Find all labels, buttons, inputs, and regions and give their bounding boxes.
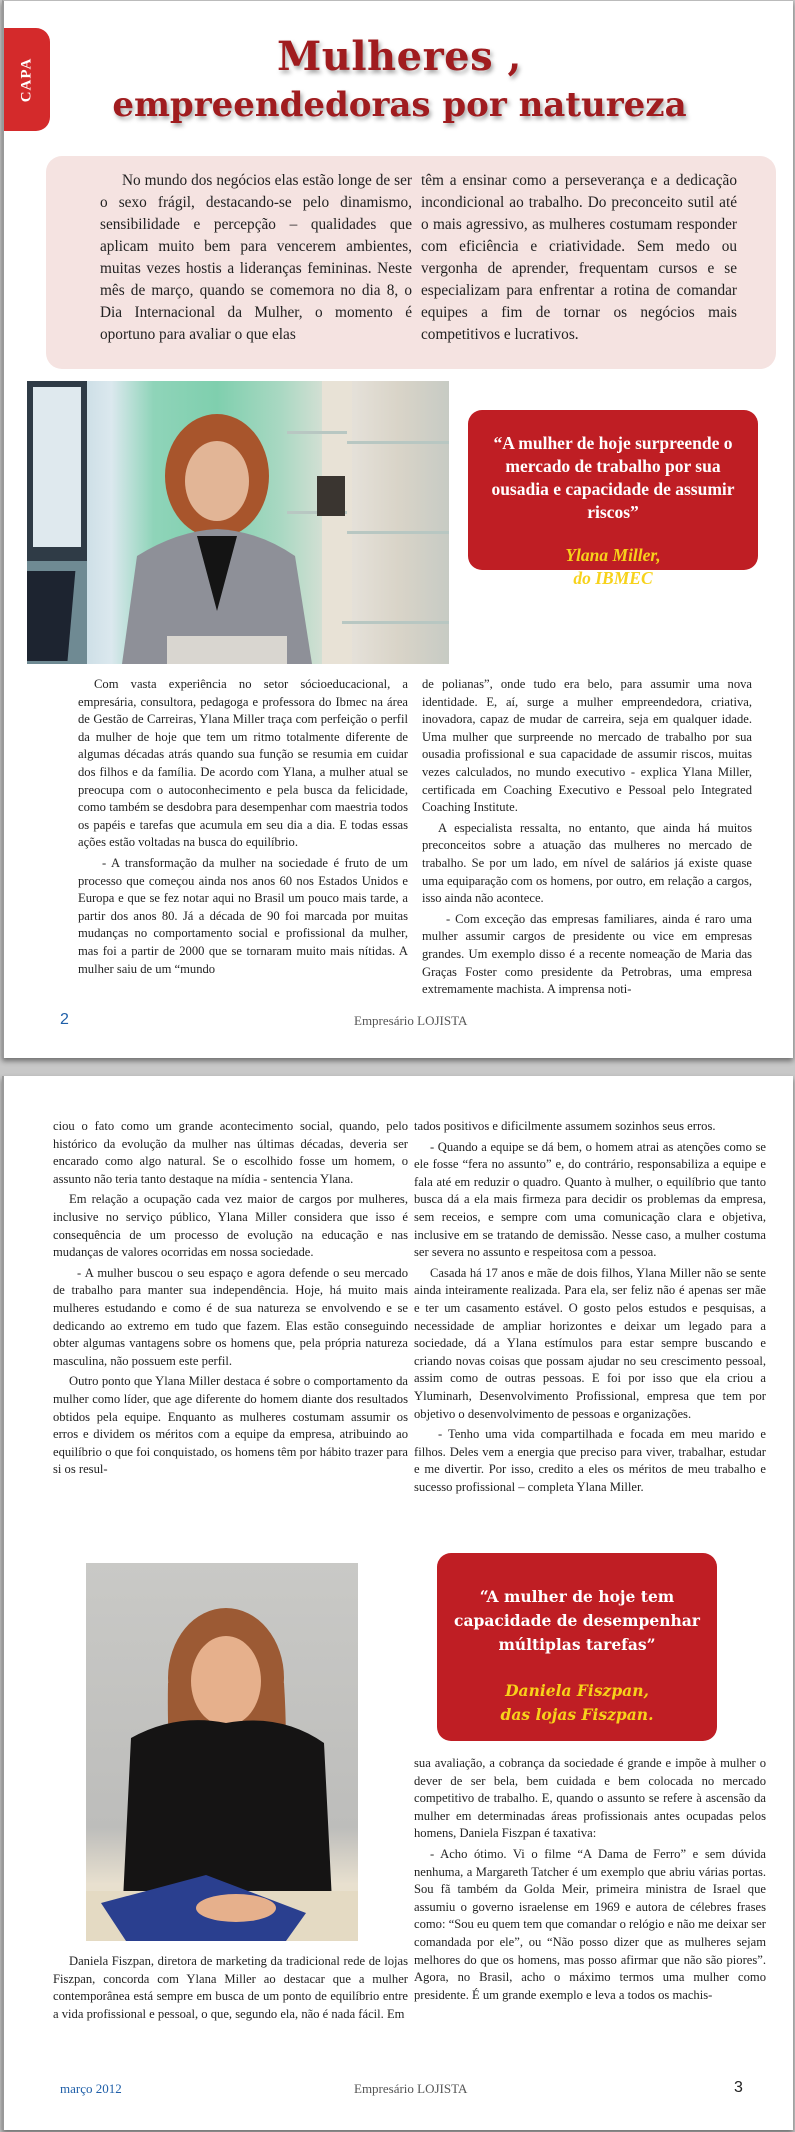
paragraph: - Acho ótimo. Vi o filme “A Dama de Ferro” e sem dúvida nenhuma, a Margareth Tatcher é um exemplo que abriu várias portas. Sou fã também da Golda Meir, primeira ministra de Israel que assumiu o governo israelense em 1969 e autora de célebres frases como: “Sou eu quem tem que comandar o relógio e não me deixar ser comandada por ele”, ou “Não posso dizer que as mulheres sejam melhores do que os homens, mas posso afirmar que não são piores”. Agora, no Brasil, acho o máximo termos uma mulher como presidente. É um grande exemplo e leva a todos os machis-	[414, 1846, 766, 2002]
paragraph: Outro ponto que Ylana Miller destaca é sobre o comportamento da mulher como líder, que age diferente do homem diante dos resultados obtidos pela equipe. Enquanto as mulheres costumam assumir os erros e dividem os méritos com a equipe da empresa, atribuindo ao equilíbrio o que foi conquistado, os homens têm por hábito trazer para si os resul-	[53, 1374, 408, 1477]
portrait-illustration	[86, 1563, 358, 1941]
intro-box	[46, 156, 776, 369]
magazine-page-3	[2, 1076, 793, 2130]
section-tab-label: CAPA	[18, 57, 35, 102]
paragraph: Com vasta experiência no setor sócioeducacional, a empresária, consultora, pedagoga e professora do Ibmec na área de Gestão de Carreiras, Ylana Miller traça com perfeição o perfil da mulher de hoje que tem um ritmo totalmente diferente de algumas décadas atrás quando sua função se resumia em cuidar dos filhos e da família. De acordo com Ylana, a mulher atual se preocupa com o autoconhecimento e pela busca da felicidade, como também se desdobra para desempenhar com maestria todos os papéis e tarefas que acumula em seu dia a dia. E todas essas ações estão voltadas na busca do equilíbrio.	[78, 677, 408, 850]
paragraph: Em relação a ocupação cada vez maior de cargos por mulheres, inclusive no serviço público, Ylana Miller considera que isso é consequência de um processo de evolução na educação e nas mudanças de valores ocorridas em nossa sociedade.	[53, 1192, 408, 1260]
page2-column-left	[78, 676, 408, 981]
footer-date: março 2012	[60, 2081, 122, 2096]
intro-text-left: No mundo dos negócios elas estão longe de ser o sexo frágil, destacando-se pelo dinamismo, sensibilidade e percepção – qualidades que aplicam muito bem para vencerem ambientes, muitas vezes hostis a lideranças femininas. Neste mês de março, quando se comemora no dia 8, o Dia Internacional da Mulher, o momento é oportuno para avaliar o que elas	[100, 172, 412, 343]
photo-daniela-fiszpan	[86, 1563, 358, 1941]
footer-magazine-name: Empresário LOJISTA	[354, 1013, 468, 1028]
page3-column-left	[53, 1118, 408, 1482]
paragraph: ciou o fato como um grande acontecimento social, quando, pelo histórico da evolução da mulher nas últimas décadas, deveria ser encarado como algo natural. Se o escolhido fosse um homem, o assunto não teria tanto destaque na mídia - sentencia Ylana.	[53, 1119, 408, 1186]
quote-author	[468, 544, 758, 590]
quote-author	[437, 1679, 717, 1727]
quote-text: “A mulher de hoje tem capacidade de desempenhar múltiplas tarefas”	[454, 1587, 700, 1654]
paragraph: de polianas”, onde tudo era belo, para assumir uma nova identidade. E, aí, surge a mulher empreendedora, criativa, inovadora, capaz de mudar de carreira, seja em qualquer idade. Uma mulher que surpreende no mercado de trabalho por sua ousadia profissional e sua capacidade de assumir riscos, muitas vezes calculados, no mundo executivo - explica Ylana Miller, certificada em Coaching Executivo e Pessoal pelo Integrated Coaching Institute.	[422, 677, 752, 815]
page3-column-right-bottom	[414, 1755, 766, 2007]
page3-column-right	[414, 1118, 766, 1499]
page3-column-left-bottom	[53, 1953, 408, 2026]
quote-author-name: Ylana Miller,	[565, 545, 661, 565]
paragraph: - Com exceção das empresas familiares, ainda é raro uma mulher assumir cargos de presidente ou vice em empresas grandes. Um exemplo disso é a recente nomeação de Maria das Graças Foster como presidente da Petrobras, uma empresa extremamente machista. A imprensa noti-	[422, 911, 752, 997]
quote-text: “A mulher de hoje surpreende o mercado de trabalho por sua ousadia e capacidade de assumir riscos”	[491, 433, 735, 522]
paragraph: - A mulher buscou o seu espaço e agora defende o seu mercado de trabalho para manter sua independência. Hoje, há muito mais mulheres estudando e como é de sua natureza se envolvendo e se dedicando ao extremo em tudo que fazem. Elas estão conseguindo obter algumas vantagens sobre os homens que, pela própria natureza masculina, não possuem este perfil.	[53, 1265, 408, 1368]
footer-magazine-name: Empresário LOJISTA	[354, 2081, 468, 2096]
article-title-line2: empreendedoras por natureza	[112, 85, 687, 125]
page2-column-right	[422, 676, 752, 1002]
page-number: 3	[734, 2079, 743, 2096]
pull-quote-daniela	[437, 1553, 717, 1741]
intro-text-right: têm a ensinar como a perseverança e a dedicação incondicional ao trabalho. Do preconceito sutil até o mais agressivo, as mulheres costumam responder com eficiência e criatividade. Sem medo ou vergonha de aprender, frequentam cursos e se especializam para enfrentar a rotina de comandar equipes a fim de tornar os negócios mais competitivos e lucrativos.	[421, 172, 737, 343]
paragraph: - A transformação da mulher na sociedade é fruto de um processo que começou ainda nos anos 60 nos Estados Unidos e Europa e que se fez notar aqui no Brasil um pouco mais tarde, a partir dos anos 80. Já a década de 90 foi marcada por muitas mudanças no comportamento social e profissional da mulher, mas foi a partir de 2000 que se tornaram muito mais nítidas. A mulher saiu de um “mundo	[78, 855, 408, 976]
paragraph: sua avaliação, a cobrança da sociedade é grande e impõe à mulher o dever de ser bela, bem cuidada e bem colocada no mercado competitivo de trabalho. E, quando o assunto se refere à ascensão da mulher em determinadas áreas profissionais antes ocupadas pelos homens, Daniela Fiszpan é taxativa:	[414, 1756, 766, 1841]
paragraph: - Tenho uma vida compartilhada e focada em meu marido e filhos. Deles vem a energia que preciso para viver, trabalhar, estudar e me divertir. Por isso, credito a eles os méritos de meu trabalho e sucesso profissional – completa Ylana Miller.	[414, 1427, 766, 1494]
paragraph: - Quando a equipe se dá bem, o homem atrai as atenções como se ele fosse “fera no assunto” e, do contrário, responsabiliza a equipe e fala até em reduzir o quadro. Quanto à mulher, o equilíbrio que tanto busca dá a ela mais firmeza para decidir os problemas da empresa, sem receios, e sempre com uma comunicação clara e objetiva, inclusive em se tratando de demissão. Nesse caso, a mulher costuma ser severa no assunto e respeitosa com a pessoa.	[414, 1139, 766, 1260]
photo-ylana-miller	[27, 381, 449, 664]
quote-author-affiliation: do IBMEC	[573, 568, 653, 588]
magazine-page-2	[2, 0, 793, 1058]
quote-author-affiliation: das lojas Fiszpan.	[500, 1705, 654, 1724]
paragraph: A especialista ressalta, no entanto, que ainda há muitos preconceitos sobre a atuação das mulheres no mercado de trabalho. Se por um lado, em nível de salários já existe quase uma equiparação com os homens, por outro, em relação a cargos, isso ainda não acontece.	[422, 820, 752, 906]
pull-quote-ylana	[468, 410, 758, 588]
portrait-illustration	[27, 381, 449, 664]
paragraph: tados positivos e dificilmente assumem sozinhos seus erros.	[414, 1119, 716, 1133]
quote-author-name: Daniela Fiszpan,	[505, 1681, 649, 1700]
article-title-line1: Mulheres ,	[277, 33, 522, 80]
page-number: 2	[60, 1011, 69, 1028]
paragraph: Daniela Fiszpan, diretora de marketing da tradicional rede de lojas Fiszpan, concorda com Ylana Miller ao destacar que a mulher contemporânea está sempre em busca de um ponto de equilíbrio entre a vida profissional e pessoal, o que, segundo ela, não é nada fácil. Em	[53, 1954, 408, 2021]
paragraph: Casada há 17 anos e mãe de dois filhos, Ylana Miller não se sente ainda inteiramente realizada. Para ela, ser feliz não é apenas ser mãe e ter um casamento estável. O gosto pelos estudos e pesquisas, a necessidade de ampliar horizontes e deixar um legado para a sociedade, dá a Ylana estímulos para estar sempre buscando e criando novas coisas que possam ajudar no seu crescimento pessoal, assim como de outras pessoas. E foi por isso que ela criou a Yluminarh, Desenvolvimento Profissional, empresa que tem por objetivo o desenvolvimento de pessoas e organizações.	[414, 1265, 766, 1421]
